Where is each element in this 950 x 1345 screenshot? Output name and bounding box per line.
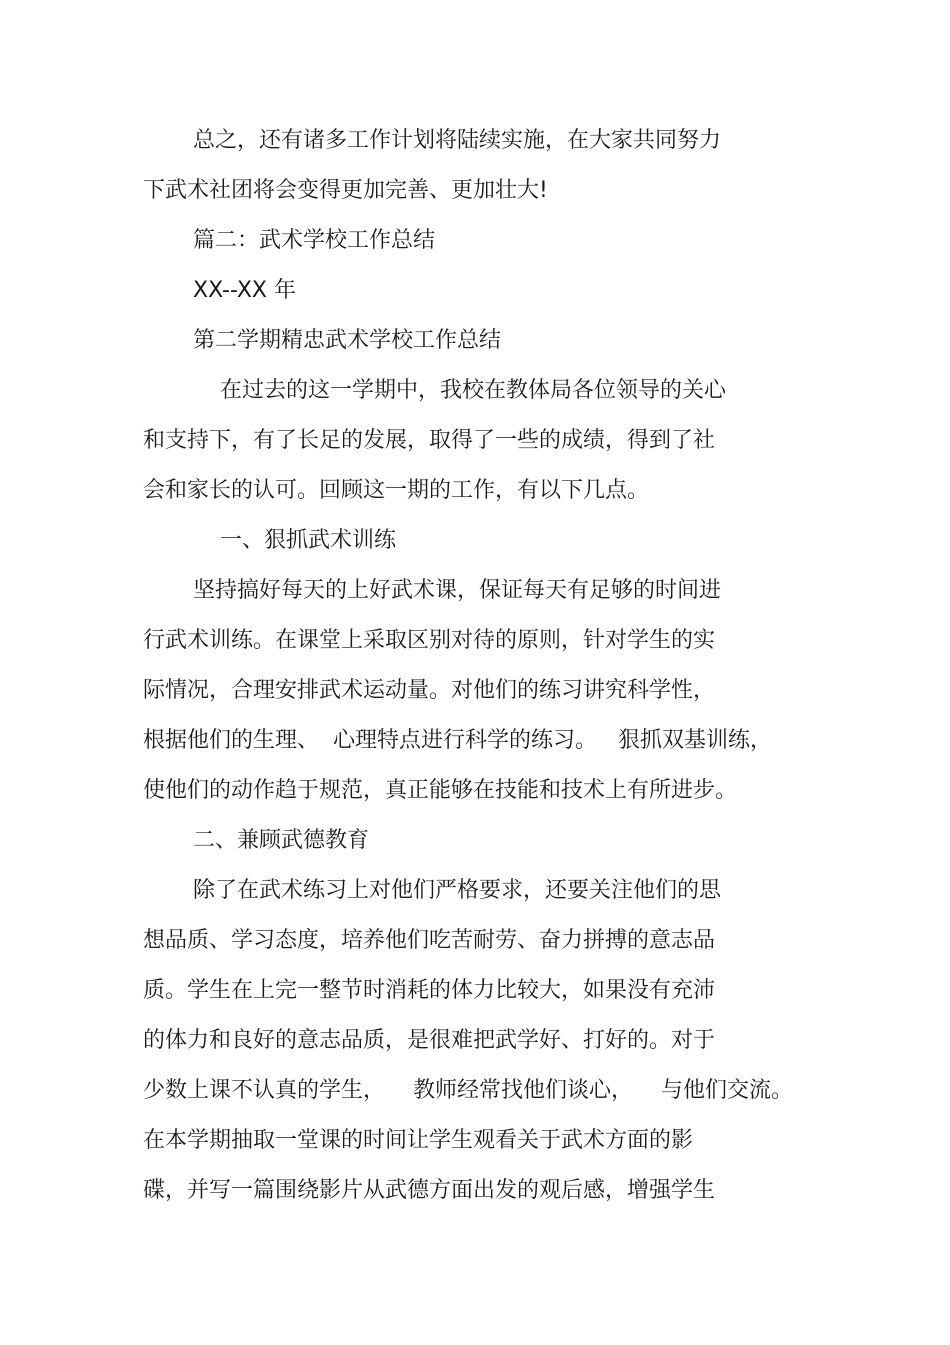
paragraph-line: 际情况，合理安排武术运动量。对他们的练习讲究科学性， <box>143 678 716 703</box>
paragraph-line: 下武术社团将会变得更加完善、更加壮大! <box>143 178 548 203</box>
subsection-heading: 二、兼顾武德教育 <box>193 828 370 853</box>
paragraph-line: 行武术训练。在课堂上采取区别对待的原则，针对学生的实 <box>143 628 716 653</box>
paragraph-line: 和支持下，有了长足的发展，取得了一些的成绩，得到了社 <box>143 428 716 453</box>
section-heading: 篇二：武术学校工作总结 <box>193 228 436 253</box>
paragraph-line: 根据他们的生理、 心理特点进行科学的练习。 狠抓双基训练， <box>143 728 772 753</box>
paragraph-line: 使他们的动作趋于规范，真正能够在技能和技术上有所进步。 <box>143 778 738 803</box>
document-title: 第二学期精忠武术学校工作总结 <box>193 328 502 353</box>
paragraph-line: 想品质、学习态度，培养他们吃苦耐劳、奋力拼搏的意志品 <box>143 928 716 953</box>
paragraph-line: 除了在武术练习上对他们严格要求，还要关注他们的思 <box>193 878 722 903</box>
paragraph-line: 在过去的这一学期中，我校在教体局各位领导的关心 <box>220 378 727 403</box>
paragraph-line: 质。学生在上完一整节时消耗的体力比较大，如果没有充沛 <box>143 978 716 1003</box>
paragraph-line: 碟，并写一篇围绕影片从武德方面出发的观后感，增强学生 <box>143 1178 716 1203</box>
paragraph-line: 总之，还有诸多工作计划将陆续实施，在大家共同努力 <box>193 128 722 153</box>
paragraph-line: 的体力和良好的意志品质，是很难把武学好、打好的。对于 <box>143 1028 716 1053</box>
paragraph-line: 坚持搞好每天的上好武术课，保证每天有足够的时间进 <box>193 578 722 603</box>
paragraph-line: 会和家长的认可。回顾这一期的工作，有以下几点。 <box>143 478 650 503</box>
subsection-heading: 一、狠抓武术训练 <box>220 528 397 553</box>
year-line: XX--XX 年 <box>193 278 296 303</box>
paragraph-line: 在本学期抽取一堂课的时间让学生观看关于武术方面的影 <box>143 1128 694 1153</box>
paragraph-line: 少数上课不认真的学生， 教师经常找他们谈心， 与他们交流。 <box>143 1078 793 1103</box>
